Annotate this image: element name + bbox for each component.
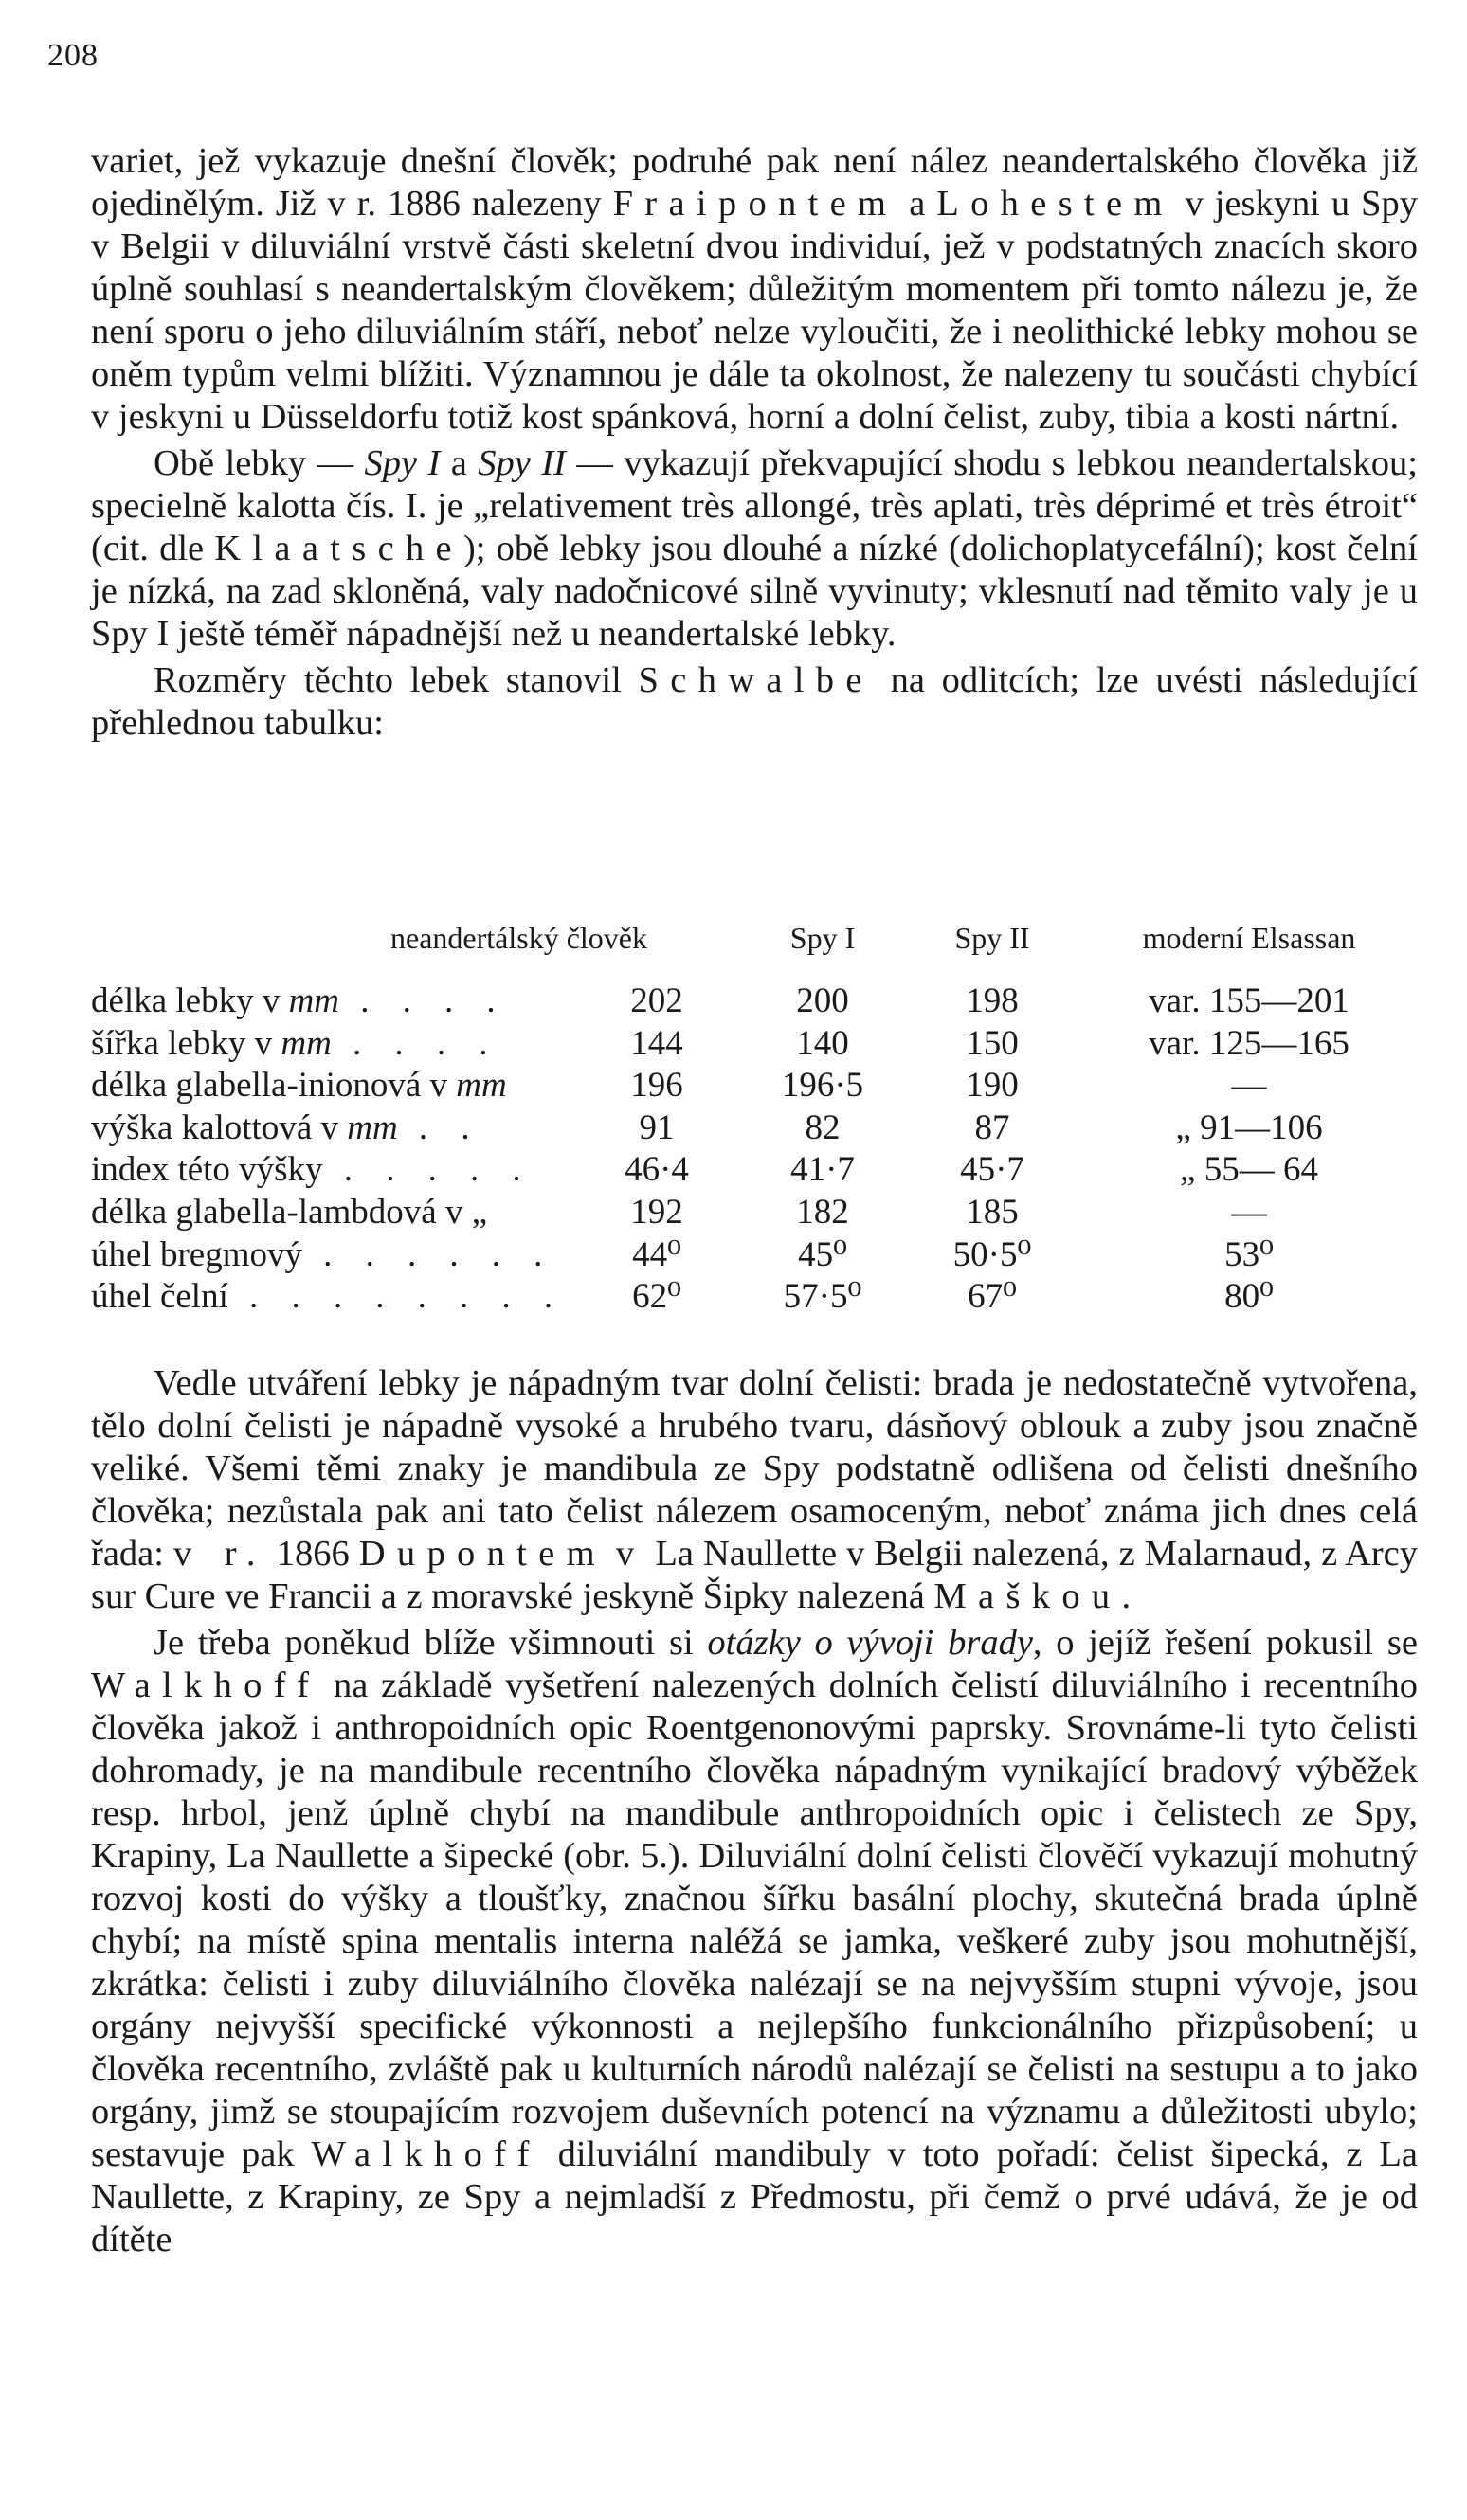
emphasis: otázky o vývoji brady bbox=[707, 1623, 1033, 1663]
table-cell-neanderthal: 144 bbox=[630, 1024, 683, 1063]
table-cell-modern: var. 125—165 bbox=[1149, 1024, 1349, 1063]
table-cell-spy-1: 200 bbox=[796, 981, 849, 1020]
table-cell-modern: var. 155—201 bbox=[1149, 981, 1349, 1020]
row-label-text: úhel čelní bbox=[91, 1277, 228, 1316]
table-row-label bbox=[91, 981, 508, 1022]
table-header-neanderthal: neandertálský člověk bbox=[390, 921, 647, 955]
table-cell-spy-2: 45·7 bbox=[960, 1150, 1024, 1189]
table-cell-spy-1: 196·5 bbox=[781, 1066, 864, 1105]
table-cell-spy-2: 87 bbox=[974, 1108, 1010, 1147]
text-run: Je třeba poněkud blíže všimnouti si bbox=[154, 1623, 708, 1663]
text-run bbox=[607, 1534, 616, 1574]
table-cell-modern: „ 55— 64 bbox=[1180, 1150, 1318, 1189]
table-cell-spy-2: 150 bbox=[966, 1024, 1019, 1063]
table-row-label bbox=[91, 1107, 482, 1149]
specimen-name: Spy I bbox=[364, 443, 441, 483]
table-cell-modern: — bbox=[1231, 1193, 1267, 1232]
text-run: 1866 bbox=[266, 1534, 359, 1574]
text-run: La Naullette v Belgii nalezená, z Malarnaud, z Arcy sur Cure ve Francii a z moravské jeskyně Šipky nalezená bbox=[91, 1534, 1419, 1616]
table-cell-spy-2: 67⁰ bbox=[968, 1277, 1017, 1316]
table-header-modern: moderní Elsassan bbox=[1142, 921, 1356, 955]
text-run: v bbox=[615, 1534, 646, 1574]
row-leader-dots: . . bbox=[397, 1108, 482, 1147]
table-cell-modern: 80⁰ bbox=[1224, 1277, 1274, 1316]
table-cell-modern: „ 91—106 bbox=[1175, 1108, 1323, 1147]
table-cell-neanderthal: 192 bbox=[630, 1193, 683, 1232]
row-label-text: délka glabella-inionová v bbox=[91, 1066, 457, 1105]
row-unit: mm bbox=[288, 981, 340, 1020]
table-cell-neanderthal: 202 bbox=[630, 981, 683, 1020]
table-header-spy-1: Spy I bbox=[789, 921, 856, 955]
table-cell-spy-1: 45⁰ bbox=[798, 1235, 847, 1274]
paragraph-table-intro bbox=[91, 659, 1418, 745]
author-name: Schwalbe bbox=[638, 660, 874, 700]
author-name: Maškou bbox=[933, 1576, 1122, 1616]
table-header-spy-2: Spy II bbox=[954, 921, 1030, 955]
table-cell-spy-2: 185 bbox=[966, 1193, 1019, 1232]
row-label-text: výška kalottová v bbox=[91, 1108, 348, 1147]
table-cell-spy-1: 57·5⁰ bbox=[783, 1277, 862, 1316]
paragraph-spy-discovery bbox=[91, 140, 1418, 439]
table-cell-spy-2: 190 bbox=[966, 1066, 1019, 1105]
row-leader-dots: . . . . bbox=[339, 981, 508, 1020]
text-run: v r. bbox=[172, 1534, 267, 1574]
table-cell-neanderthal: 196 bbox=[630, 1066, 683, 1105]
table-cell-modern: 53⁰ bbox=[1224, 1235, 1274, 1274]
text-run: na základě vyšetření nalezených dolních čelistí diluviálního i recentního člověka jakož i anthropoidních opic Roentgenonovými paprsky. Srovnáme-li tyto čelisti dohromady, je na mandibule recentního člověka nápadným vynikající bradový výběžek resp. hrbol, jenž úplně chybí na mandibule anthropoidních opic i čelistech ze Spy, Krapiny, La Naullette a šipecké (obr. 5.). Diluviální dolní čelisti člověčí vykazují mohutný rozvoj kosti do výšky a tloušťky, značnou šířku basální plochy, skutečná brada úplně chybí; na místě spina mentalis interna naléžá se jamka, veškeré zuby jsou mohutnější, zkrátka: čelisti i zuby diluviálního člověka nalézají se na nejvyšším stupni vývoje, jsou orgány nejvyšší specifické výkonnosti a nejlepšího funkcionálního přizpůsobení; u člověka recentního, zvláště pak u kulturních národů nalézají se čelisti na sestupu a to jako orgány, jimž se stoupajícím rozvojem duševních potencí na významu a důležitosti ubylo; sestavuje pak bbox=[91, 1665, 1418, 2174]
row-leader-dots: . . . . . . . . bbox=[227, 1277, 566, 1316]
intro-text bbox=[91, 140, 1418, 745]
text-run: Rozměry těchto lebek stanovil bbox=[154, 660, 639, 700]
text-run: , o jejíž řešení pokusil se bbox=[1032, 1623, 1418, 1663]
body-text bbox=[91, 1362, 1418, 2261]
text-run: na odlitcích; lze uvésti následující přehlednou tabulku: bbox=[91, 660, 1418, 743]
table-row-label bbox=[91, 1276, 565, 1318]
text-run: variet, jež vykazuje dnešní člověk; podruhé pak není nález neandertalského člověka již ojedinělým. Již v r. 1886 nalezeny bbox=[91, 141, 1418, 224]
text-run: a bbox=[440, 443, 479, 483]
page-number: 208 bbox=[47, 38, 99, 73]
row-leader-dots: . . . . bbox=[331, 1024, 500, 1063]
table-cell-neanderthal: 91 bbox=[639, 1108, 675, 1147]
paragraph-chin-development bbox=[91, 1622, 1418, 2261]
row-label-text: šířka lebky v bbox=[91, 1024, 281, 1063]
row-leader-dots: . . . . . . bbox=[301, 1235, 555, 1274]
author-name: Walkhoff bbox=[91, 1665, 321, 1705]
author-name: Dupontem bbox=[358, 1534, 607, 1574]
table-cell-spy-1: 182 bbox=[796, 1193, 849, 1232]
author-name: Klaatsche bbox=[214, 529, 463, 568]
text-run: Obě lebky — bbox=[154, 443, 365, 483]
table-cell-spy-2: 198 bbox=[966, 981, 1019, 1020]
table-cell-spy-2: 50·5⁰ bbox=[952, 1235, 1032, 1274]
paragraph-mandible bbox=[91, 1362, 1418, 1618]
table-row-label bbox=[91, 1149, 534, 1191]
text-run: v jeskyni u Spy v Belgii v diluviální vrstvě části skeletní dvou individuí, jež v podstatných znacích skoro úplně souhlasí s neandertalským člověkem; důležitým momentem při tomto nálezu je, že není sporu o jeho diluviálním stáří, neboť nelze vyloučiti, že i neolithické lebky mohou se oněm typům velmi blížiti. Významnou je dále ta okolnost, že nalezeny tu součásti chybící v jeskyni u Düsseldorfu totiž kost spánková, horní a dolní čelist, zuby, tibia a kosti nártní. bbox=[91, 184, 1418, 437]
text-run: Vedle utváření lebky je nápadným tvar dolní čelisti: brada je nedostatečně vytvořena, tělo dolní čelisti je nápadně vysoké a hrubého tvaru, dásňový oblouk a zuby jsou značně veliké. Všemi těmi znaky je mandibula ze Spy podstatně odlišena od čelisti dnešního člověka; nezůstala pak ani tato čelist nálezem osamoceným, neboť známa jich dnes celá řada: bbox=[91, 1363, 1418, 1574]
text-run: a bbox=[897, 184, 937, 224]
table-row-label bbox=[91, 1023, 499, 1065]
table-row-label bbox=[91, 1192, 487, 1233]
specimen-name: Spy II bbox=[478, 443, 566, 483]
table-cell-neanderthal: 46·4 bbox=[625, 1150, 689, 1189]
text-run: — vykazují překvapující shodu s lebkou neandertalskou; specielně kalotta čís. I. je „relativement très allongé, très aplati, très déprimé et très étroit“ (cit. dle bbox=[91, 443, 1418, 568]
row-leader-dots: . . . . . bbox=[322, 1150, 534, 1189]
author-name: Fraipontem bbox=[612, 184, 898, 224]
row-label-text: délka lebky v bbox=[91, 981, 289, 1020]
row-unit: mm bbox=[456, 1066, 507, 1105]
table-cell-spy-1: 82 bbox=[805, 1108, 841, 1147]
row-unit: mm bbox=[281, 1024, 332, 1063]
text-run: . bbox=[1121, 1576, 1132, 1616]
table-cell-modern: — bbox=[1231, 1066, 1267, 1105]
table-row-label bbox=[91, 1065, 507, 1107]
table-cell-neanderthal: 62⁰ bbox=[632, 1277, 681, 1316]
row-label-text: index této výšky bbox=[91, 1150, 323, 1189]
row-label-text: úhel bregmový bbox=[91, 1235, 302, 1274]
table-row-label bbox=[91, 1234, 554, 1276]
author-name: Lohestem bbox=[936, 184, 1174, 224]
author-name: Walkhoff bbox=[311, 2134, 541, 2174]
text-run: diluviální mandibuly v toto pořadí: čelist šipecká, z La Naullette, z Krapiny, ze Spy a nejmladší z Předmostu, při čemž o prvé udává, že je od dítěte bbox=[91, 2134, 1418, 2259]
table-cell-spy-1: 140 bbox=[796, 1024, 849, 1063]
row-unit: mm bbox=[347, 1108, 398, 1147]
table-cell-neanderthal: 44⁰ bbox=[632, 1235, 681, 1274]
text-run: ); obě lebky jsou dlouhé a nízké (dolichoplatycefální); kost čelní je nízká, na zad skloněná, valy nadočnicové silně vyvinuty; vklesnutí nad těmito valy je u Spy I ještě téměř nápadnější než u neandertalské lebky. bbox=[91, 529, 1419, 654]
paragraph-spy-skulls bbox=[91, 442, 1418, 656]
row-label-text: délka glabella-lambdová v „ bbox=[91, 1193, 488, 1232]
table-cell-spy-1: 41·7 bbox=[790, 1150, 855, 1189]
